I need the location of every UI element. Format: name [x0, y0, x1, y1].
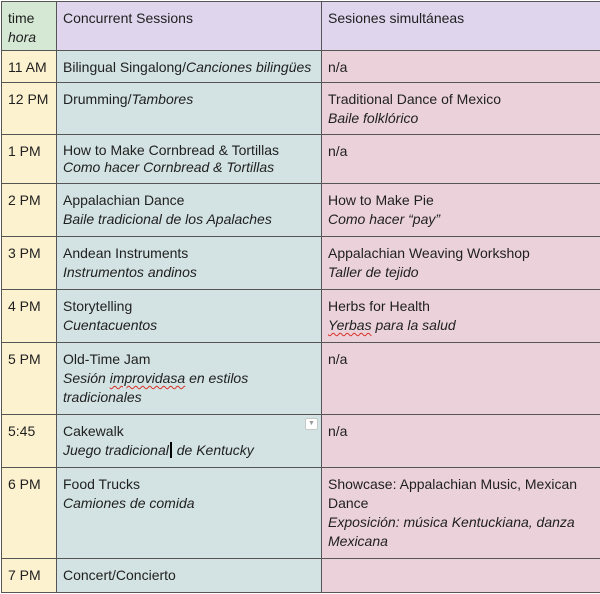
session-title: n/a — [328, 351, 348, 367]
session-subtitle — [328, 316, 595, 335]
cell-dropdown-icon[interactable]: ▼ — [305, 418, 318, 430]
session-subtitle: Baile folklórico — [328, 110, 419, 126]
table-row — [2, 184, 600, 237]
session-title: Appalachian Dance — [63, 192, 185, 208]
time-cell[interactable] — [2, 51, 57, 83]
session-cell[interactable] — [57, 51, 322, 83]
header-row — [2, 2, 600, 51]
session-title: Showcase: Appalachian Music, Mexican Dance — [328, 476, 578, 511]
table-row — [2, 83, 600, 135]
session-title: Cakewalk — [63, 423, 124, 439]
time-label: 7 PM — [8, 567, 41, 583]
session-title: n/a — [328, 59, 348, 75]
session-subtitle: Cuentacuentos — [63, 317, 158, 333]
session-title-en: Bilingual Singalong/ — [63, 59, 186, 75]
session-subtitle: Como hacer Cornbread & Tortillas — [63, 159, 275, 175]
session-cell[interactable] — [57, 559, 322, 593]
table-row — [2, 343, 600, 415]
table-row — [2, 51, 600, 83]
session-title: How to Make Pie — [328, 192, 434, 208]
session-subtitle: Baile tradicional de los Apalaches — [63, 211, 272, 227]
schedule-table — [1, 1, 600, 593]
table-row — [2, 135, 600, 184]
session-title: Food Trucks — [63, 476, 141, 492]
time-label: 5 PM — [8, 351, 41, 367]
session-title: Concert/Concierto — [63, 567, 176, 583]
time-label: 6 PM — [8, 476, 41, 492]
session-title: n/a — [328, 143, 348, 159]
time-label: 5:45 — [8, 423, 36, 439]
session-cell[interactable] — [322, 468, 600, 559]
session-title: Herbs for Health — [328, 298, 430, 314]
time-label: 4 PM — [8, 298, 41, 314]
session-subtitle: Como hacer “pay” — [328, 211, 441, 227]
session-title: Appalachian Weaving Workshop — [328, 245, 530, 261]
session-cell[interactable] — [322, 290, 600, 343]
time-cell[interactable] — [2, 415, 57, 468]
session-cell[interactable] — [57, 237, 322, 290]
header-time-es: hora — [8, 29, 37, 45]
session-subtitle-pre: Sesión — [63, 370, 110, 386]
session-cell[interactable] — [322, 343, 600, 415]
session-subtitle: Exposición: música Kentuckiana, danza Mexicana — [328, 514, 575, 549]
session-title: Andean Instruments — [63, 245, 189, 261]
header-simultaneas: Sesiones simultáneas — [328, 10, 465, 26]
session-title-en: Drumming/ — [63, 91, 132, 107]
time-label: 11 AM — [8, 59, 47, 75]
time-cell[interactable] — [2, 83, 57, 135]
table-row — [2, 468, 600, 559]
time-cell[interactable] — [2, 184, 57, 237]
session-cell[interactable] — [322, 83, 600, 135]
text-cursor — [170, 442, 172, 458]
session-subtitle: Camiones de comida — [63, 495, 195, 511]
session-subtitle — [63, 441, 315, 460]
header-time: time — [8, 10, 35, 26]
spellcheck-word: Yerbas — [328, 317, 372, 333]
session-cell-active[interactable] — [57, 415, 322, 468]
session-cell[interactable] — [57, 343, 322, 415]
session-cell[interactable] — [57, 468, 322, 559]
session-title — [63, 58, 315, 77]
session-title: How to Make Cornbread & Tortillas — [63, 142, 280, 158]
table-row — [2, 237, 600, 290]
session-cell[interactable] — [322, 237, 600, 290]
session-title: n/a — [328, 423, 348, 439]
time-cell[interactable] — [2, 237, 57, 290]
header-time-cell[interactable] — [2, 2, 57, 51]
session-subtitle-post: en estilos tradicionales — [63, 370, 249, 405]
spellcheck-word: improvidasa — [109, 370, 186, 386]
time-label: 3 PM — [8, 245, 41, 261]
time-cell[interactable] — [2, 343, 57, 415]
table-row — [2, 290, 600, 343]
session-cell[interactable] — [57, 184, 322, 237]
time-cell[interactable] — [2, 135, 57, 184]
session-cell[interactable] — [57, 83, 322, 135]
session-cell[interactable] — [57, 290, 322, 343]
header-concurrent: Concurrent Sessions — [63, 10, 193, 26]
table-row — [2, 559, 600, 593]
time-cell[interactable] — [2, 559, 57, 593]
session-subtitle-pre: Juego tradicional — [63, 442, 169, 458]
header-concurrent-cell[interactable] — [57, 2, 322, 51]
session-subtitle-post: de Kentucky — [172, 442, 254, 458]
session-title — [63, 90, 315, 109]
time-cell[interactable] — [2, 468, 57, 559]
session-cell[interactable] — [322, 415, 600, 468]
session-cell[interactable] — [322, 135, 600, 184]
session-title-es: Tambores — [131, 91, 194, 107]
session-title: Traditional Dance of Mexico — [328, 91, 502, 107]
header-simultaneas-cell[interactable] — [322, 2, 600, 51]
time-label: 1 PM — [8, 143, 41, 159]
session-subtitle: Taller de tejido — [328, 264, 419, 280]
session-subtitle-rest: para la salud — [371, 317, 456, 333]
session-cell[interactable] — [322, 184, 600, 237]
session-cell[interactable] — [322, 559, 600, 593]
table-row — [2, 415, 600, 468]
time-label: 2 PM — [8, 192, 41, 208]
session-title: Storytelling — [63, 298, 133, 314]
session-cell[interactable] — [57, 135, 322, 184]
session-title: Old-Time Jam — [63, 351, 151, 367]
session-title-es: Canciones bilingües — [185, 59, 312, 75]
time-label: 12 PM — [8, 91, 49, 107]
session-subtitle — [63, 369, 315, 407]
time-cell[interactable] — [2, 290, 57, 343]
session-cell[interactable] — [322, 51, 600, 83]
session-subtitle: Instrumentos andinos — [63, 264, 197, 280]
